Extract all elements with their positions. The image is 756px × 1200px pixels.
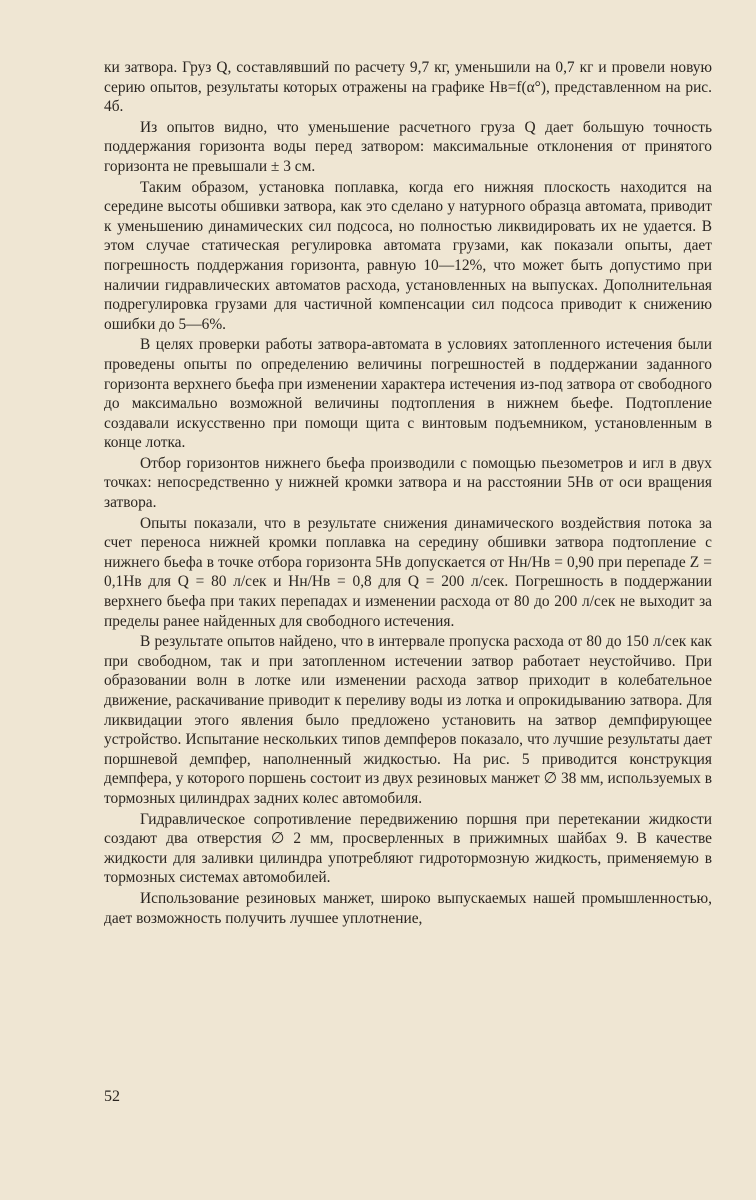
paragraph-8: Гидравлическое сопротивление передвижению поршня при перетекании жидкости создают два отверстия ∅ 2 мм, просверленных в прижимных шайбах 9. В качестве жидкости для заливки цилиндра употребляют гидротормозную жидкость, применяемую в тормозных системах автомобилей. [104,810,712,887]
paragraph-3: Таким образом, установка поплавка, когда его нижняя плоскость находится на середине высоты обшивки затвора, как это сделано у натурного образца автомата, приводит к уменьшению динамических сил подсоса, но полностью ликвидировать их не удается. В этом случае статическая регулировка автомата грузами, как показали опыты, дает погрешность поддержания горизонта, равную 10—12%, что может быть допустимо при наличии гидравлических автоматов расхода, установленных на выпусках. Дополнительная подрегулировка грузами для частичной компенсации сил подсоса приводит к снижению ошибки до 5—6%. [104,178,712,333]
paragraph-4: В целях проверки работы затвора-автомата в условиях затопленного истечения были проведены опыты по определению величины погрешностей в поддержании заданного горизонта верхнего бьефа при изменении характера истечения из-под затвора от свободного до максимально возможной величины подтопления в нижнем бьефе. Подтопление создавали искусственно при помощи щита с винтовым подъемником, установленным в конце лотка. [104,336,712,452]
page-body [104,58,712,928]
paragraph-5: Отбор горизонтов нижнего бьефа производили с помощью пьезометров и игл в двух точках: непосредственно у нижней кромки затвора и на расстоянии 5Hв от оси вращения затвора. [104,454,712,512]
paragraph-2: Из опытов видно, что уменьшение расчетного груза Q дает большую точность поддержания горизонта воды перед затвором: максимальные отклонения от принятого горизонта не превышали ± 3 см. [104,118,712,175]
paragraph-6: Опыты показали, что в результате снижения динамического воздействия потока за счет переноса нижней кромки поплавка на середину обшивки затвора подтопление с нижнего бьефа в точке отбора горизонта 5Hв допускается от Hн/Hв = 0,90 при перепаде Z = 0,1Hв для Q = 80 л/сек и Hн/Hв = 0,8 для Q = 200 л/сек. Погрешность в поддержании верхнего бьефа при таких перепадах и изменении расхода от 80 до 200 л/сек не выходит за пределы ранее найденных для свободного истечения. [104,514,712,630]
page-number: 52 [104,1088,120,1105]
paragraph-9: Использование резиновых манжет, широко выпускаемых нашей промышленностью, дает возможность получить лучшее уплотнение, [104,889,712,927]
paragraph-7: В результате опытов найдено, что в интервале пропуска расхода от 80 до 150 л/сек как при свободном, так и при затопленном истечении затвор работает неустойчиво. При образовании волн в лотке или изменении расхода затвор приходит в колебательное движение, раскачивание приводит к переливу воды из лотка и опрокидыванию затвора. Для ликвидации этого явления было предложено установить на затвор демпфирующее устройство. Испытание нескольких типов демпферов показало, что лучшие результаты дает поршневой демпфер, наполненный жидкостью. На рис. 5 приводится конструкция демпфера, у которого поршень состоит из двух резиновых манжет ∅ 38 мм, используемых в тормозных цилиндрах задних колес автомобиля. [104,633,712,807]
paragraph-1: ки затвора. Груз Q, составлявший по расчету 9,7 кг, уменьшили на 0,7 кг и провели новую серию опытов, результаты которых отражены на графике Hв=f(α°), представленном на рис. 4б. [104,59,712,116]
